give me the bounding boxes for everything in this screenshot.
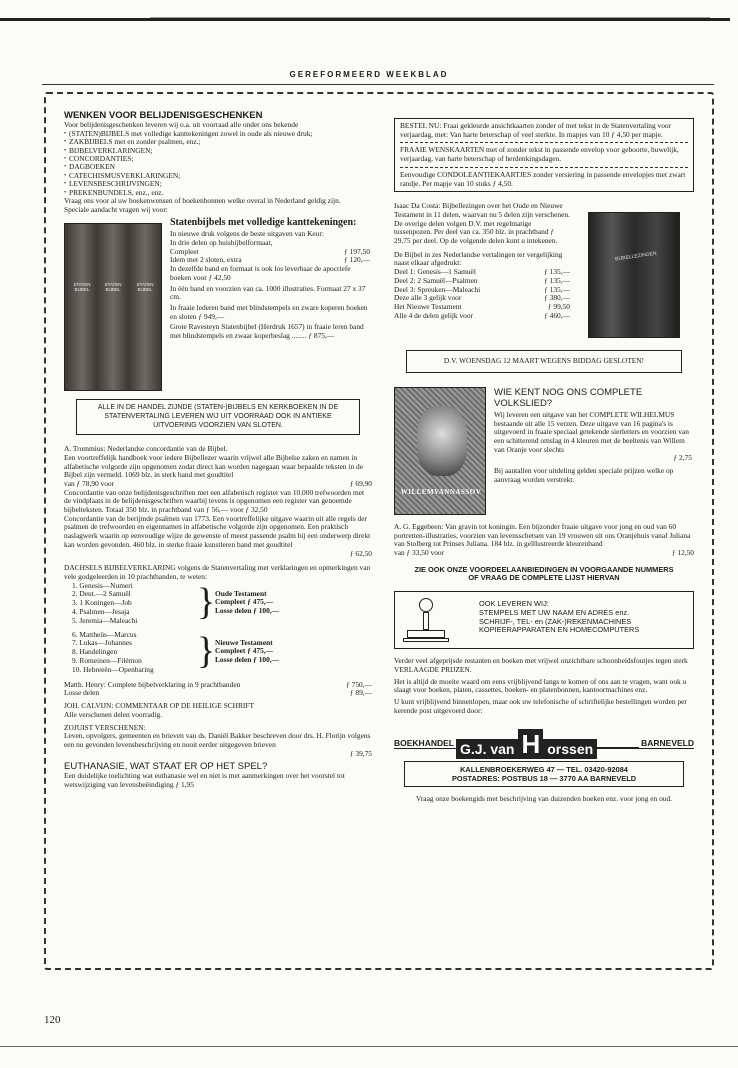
- price-row: Idem met 2 sloten, extra ƒ 120,—: [170, 255, 370, 265]
- list-item: 9. Romeinen—Filémon: [72, 655, 142, 665]
- wenken-special: Speciale aandacht vragen wij voor:: [64, 204, 168, 214]
- shop-postal-address: POSTADRES: POSTBUS 18 — 3770 AA BARNEVELD: [451, 774, 637, 784]
- shop-left: BOEKHANDEL: [394, 738, 454, 749]
- euthanasie-body: Een duidelijke toelichting wat euthanasie wel en niet is met aanmerkingen over het voorstel tot wetswijziging van levensbeëindiging ƒ 1,95: [64, 771, 345, 790]
- list-item: 5. Jeremia—Maleachi: [72, 615, 138, 625]
- list-item: • CATECHISMUSVERKLARINGEN;: [64, 172, 372, 180]
- stempels-title: OOK LEVEREN WIJ:: [479, 599, 549, 609]
- statenbijbels-p3: In dezelfde band en formaat is ook los leverbaar de apocriefe boeken voor ƒ 42,50: [170, 264, 351, 282]
- footer-note: Vraag onze boekengids met beschrijving van duizenden boeken enz. voor jong en oud.: [415, 794, 673, 804]
- dachsels-section: [64, 564, 372, 676]
- left-column: [64, 110, 372, 790]
- price-row: Deel 1: Genesis—1 Samuël ƒ 135,—: [394, 267, 570, 277]
- price-row: Deel 2: 2 Samuël—Psalmen ƒ 135,—: [394, 275, 570, 285]
- trommius-body: Een voortreffelijk handboek voor iedere Bijbellezer waarin vrijwel alle Bijbelse zaken en namen in alfabetische volgorde zijn opgenomen zodat direct kan worden nagegaan waar bepaalde teksten in de Bijbel zijn vermeld. 1069 blz. in sterk band met goudtitel: [64, 452, 363, 480]
- list-item: 1. Genesis—Numeri: [72, 580, 133, 590]
- price-row: Deel 3: Spreuken—Maleachi ƒ 135,—: [394, 284, 570, 294]
- concordantie-section: [64, 489, 372, 559]
- list-item: 8. Handelingen: [72, 647, 118, 657]
- list-item: 2. Deut.—2 Samuël: [72, 589, 131, 599]
- statenbijbels-p1: In nieuwe druk volgens de beste uitgaven van Keur:: [170, 229, 324, 239]
- bestel-box: [394, 118, 694, 192]
- zojuist-title: ZOJUIST VERSCHENEN:: [64, 722, 146, 732]
- portrait-icon: [417, 406, 467, 476]
- price-row: Compleet ƒ 197,50: [170, 246, 370, 256]
- statenbijbel-books-image: [64, 223, 162, 391]
- book-spine-label: STATEN BIJBEL: [73, 282, 91, 293]
- list-item: 7. Lukas—Johannes: [72, 638, 132, 648]
- book-spine-label: STATEN BIJBEL: [104, 282, 122, 293]
- wenken-title: WENKEN VOOR BELIJDENISGESCHENKEN: [64, 110, 263, 121]
- euthanasie-section: [64, 761, 372, 789]
- header-rule: [42, 84, 714, 85]
- closed-notice-box: D.V. WOENSDAG 12 MAART WEGENS BIDDAG GESLOTEN!: [406, 350, 682, 373]
- list-item: 6. Mattheüs—Marcus: [72, 629, 137, 639]
- trommius-section: [64, 445, 372, 489]
- list-item: • CONCORDANTIES;: [64, 155, 372, 163]
- statenbijbels-p2: In drie delen op huisbijbelformaat,: [170, 238, 273, 248]
- euthanasie-title: EUTHANASIE, WAT STAAT ER OP HET SPEL?: [64, 761, 268, 773]
- stempels-line: STEMPELS MET UW NAAM EN ADRES enz.: [479, 607, 630, 617]
- eggebeen-section: [394, 523, 694, 558]
- ot-price: Compleet ƒ 475,—: [215, 597, 274, 607]
- verder-p2: Het is altijd de moeite waard om eens vrijblijvend langs te komen of ons aan te vragen, want ook u slaagt voor boeken, platen, cassettes, boeken- en platenbonnen, kantoormachines enz.: [394, 676, 687, 695]
- ot-label: Oude Testament: [215, 588, 267, 598]
- concordantie-price: ƒ 62,50: [349, 548, 372, 558]
- shop-name: G.J. van H orssen: [456, 727, 597, 759]
- shop-address: KALLENBROEKERWEG 47 — TEL. 03420-92084: [460, 765, 628, 775]
- stempels-box: [394, 591, 694, 649]
- dacosta-body: Isaac Da Costa: Bijbellezingen over het Oude en Nieuwe Testament in 11 delen, waarvan nu 5 delen zijn verschenen. De overige delen volgen D.V. met regelmatige tussenpozen. Per deel van ca. 350 blz. in prachtband ƒ 29,75 per deel. Op de volgende delen kunt u intekenen.: [394, 201, 570, 246]
- zes-title: De Bijbel in zes Nederlandse vertalingen ter vergelijking naast elkaar afgedrukt:: [394, 249, 563, 268]
- shop-logo: [394, 727, 694, 761]
- list-item: 3. 1 Koningen—Job: [72, 598, 132, 608]
- list-item: • BIJBELVERKLARINGEN;: [64, 147, 372, 155]
- list-item: 10. Hebreeën—Openbaring: [72, 664, 154, 674]
- statenbijbels-p6: Grote Ravesteyn Statenbijbel (Herdruk 1657) in fraaie leren band met blindstempels en zwaar koperbeslag ........ ƒ 875,—: [170, 322, 364, 341]
- price-row: Alle 4 de delen gelijk voor ƒ 460,—: [394, 310, 570, 320]
- statenbijbels-p4: In één band en voorzien van ca. 1000 illustraties. Formaat 27 x 37 cm.: [170, 283, 366, 302]
- bestel-p1: BESTEL NU: Fraai gekleurde ansichtkaarten zonder of met tekst in de Statenvertaling voor verjaardag, met: Van harte beterschap of veel sterkte. In mapjes van 10 ƒ 4,50 per mapje.: [400, 121, 672, 139]
- verder-section: [394, 657, 694, 715]
- wilhelmus-title: WIE KENT NOG ONS COMPLETE VOLKSLIED?: [494, 386, 643, 409]
- brace-icon: }: [197, 629, 216, 672]
- dachsels-title: DACHSELS BIJBELVERKLARING volgens de Statenvertaling met verklaringen en opmerkingen van vele godgeleerden in 10 prachtbanden, te weten:: [64, 563, 371, 581]
- top-rule: [0, 18, 730, 21]
- stamp-machine-icon: [401, 596, 455, 644]
- wilhelmus-price: ƒ 2,75: [673, 453, 692, 463]
- trommius-title: A. Trommius: Nederlandse concordantie van de Bijbel.: [64, 444, 228, 454]
- voordeel-notice: ZIE OOK ONZE VOORDEELAANBIEDINGEN IN VOORGAANDE NUMMERS OF VRAAG DE COMPLETE LIJST HIERVAN: [414, 564, 674, 583]
- bottom-rule: [0, 1046, 738, 1047]
- divider: [400, 142, 688, 143]
- wenken-note: Vraag ons voor al uw boekenwensen of boekenbonnen welke overal in Nederland geldig zijn.: [64, 195, 341, 205]
- zojuist-price: ƒ 39,75: [349, 748, 372, 758]
- dachsels-nt: [64, 631, 372, 677]
- statenbijbels-section: [64, 217, 372, 391]
- calvijn-sub: Alle verschenen delen voorradig.: [64, 709, 163, 719]
- nt-price: Losse delen ƒ 100,—: [215, 655, 280, 665]
- price-row: van ƒ 78,90 voor ƒ 69,90: [64, 478, 372, 488]
- list-item: • ZAKBIJBELS met en zonder psalmen, enz.;: [64, 138, 372, 146]
- wenken-intro: Voor belijdenisgeschenken leveren wij o.a. uit voorraad alle onder ons bekende: [64, 120, 299, 129]
- nt-label: Nieuwe Testament: [215, 637, 273, 647]
- calvijn-title: JOH. CALVIJN: COMMENTAAR OP DE HEILIGE SCHRIFT: [64, 701, 254, 711]
- price-row: Losse delen ƒ 89,—: [64, 688, 372, 698]
- list-item: 4. Psalmen—Jesaja: [72, 606, 130, 616]
- running-title: GEREFORMEERD WEEKBLAD: [289, 70, 449, 79]
- henry-section: [64, 681, 372, 698]
- notice-box: ALLE IN DE HANDEL ZIJNDE (STATEN-)BIJBELS EN KERKBOEKEN IN DE STATENVERTALING LEVEREN WIJ UIT VOORRAAD OOK IN ANTIEKE UITVOERING VOORZIEN VAN SLOTEN.: [76, 399, 360, 435]
- wilhelmus-note: Bij aantallen voor uitdeling gelden speciale prijzen welke op aanvraag worden verstrekt.: [494, 466, 674, 484]
- zojuist-section: [64, 724, 372, 759]
- divider: [400, 167, 688, 168]
- list-item: • DAGBOEKEN: [64, 163, 372, 171]
- list-item: • (STATEN)BIJBELS met volledige kanttekeningen zowel in oude als nieuwe druk;: [64, 130, 372, 138]
- list-item: • LEVENSBESCHRIJVINGEN;: [64, 180, 372, 188]
- bestel-p2: FRAAIE WENSKAARTEN met of zonder tekst in passende envelop voor geboorte, huwelijk, verjaardag, van harte beterschap of herdenkingsdagen.: [400, 145, 679, 164]
- stempels-line: SCHRIJF-, TEL- en (ZAK-)REKENMACHINES: [479, 616, 632, 626]
- statenbijbels-title: Statenbijbels met volledige kanttekeningen:: [170, 217, 357, 229]
- nt-price: Compleet ƒ 475,—: [215, 646, 274, 656]
- wilhelmus-body: Wij leveren een uitgave van het COMPLETE WILHELMUS bestaande uit alle 15 verzen. Deze uitgave van 16 pagina's is uitgevoerd in fraaie speciaal getekende sierletters en voorzien van een schitterend omslag in 4 kleuren met de beeltenis van Willem van Oranje voor slechts: [494, 409, 689, 454]
- wilhelmus-section: [394, 387, 694, 515]
- bestel-p3: Eenvoudige CONDOLEANTIEKAARTJES zonder versiering in passende envelopjes met zwart randje. Per mapje van 10 stuks ƒ 4,50.: [400, 169, 686, 188]
- shop-right: BARNEVELD: [641, 738, 694, 749]
- right-column: [394, 118, 694, 804]
- book-cover-label: BIJBELLEZINGEN: [614, 250, 657, 263]
- stamp-lettering: WILLEMVANNASSOV: [400, 487, 482, 496]
- book-spine-label: STATEN BIJBEL: [136, 282, 154, 293]
- price-row: Het Nieuwe Testament ƒ 99,50: [394, 301, 570, 311]
- brace-icon: }: [197, 580, 216, 623]
- eggebeen-body: A. G. Eggebeen: Van gravin tot koningin. Een bijzonder fraaie uitgave voor jong en oud van 60 portretten-illustraties, voorzien van levensschetsen van 19 vrouwen uit ons Oranjehuis vanaf Juliana van Stolberg tot Prinses Juliana. 184 blz. in geïllustreerde kleurenband: [394, 521, 691, 549]
- page-number: 120: [44, 1014, 61, 1026]
- zojuist-body: Leven, opvolgers, gemeenten en brieven van ds. Daniël Bakker beschreven door drs. H. Florijn volgens een nu gevonden levensbeschrijving en nooit eerder uitgegeven brieven: [64, 731, 371, 749]
- bijbellezingen-books-image: [588, 212, 680, 338]
- shop-address-box: [404, 761, 684, 787]
- statenbijbels-p5: In fraaie lederen band met blindstempels en zware koperen hoeken en sloten ƒ 949,—: [170, 302, 368, 321]
- price-row: van ƒ 33,50 voor ƒ 12,50: [394, 548, 694, 558]
- stempels-line: KOPIEERAPPARATEN EN HOMECOMPUTERS: [479, 625, 640, 635]
- verder-p1: Verder veel afgeprijsde restanten en boeken met vrijwel onzichtbare schoonheidsfoutjes tegen sterk VERLAAGDE PRIJZEN.: [394, 656, 688, 674]
- verder-p3: U kunt vrijblijvend binnenlopen, maar ook uw telefonische of schriftelijke bestellingen worden per kerende post uitgevoerd door:: [394, 696, 687, 715]
- dachsels-ot: [64, 582, 372, 628]
- wenken-list: [64, 130, 372, 197]
- calvijn-section: [64, 702, 372, 719]
- price-row: Matth. Henry: Complete bijbelverklaring in 9 prachtbanden ƒ 750,—: [64, 679, 372, 689]
- price-row: Deze alle 3 gelijk voor ƒ 380,—: [394, 293, 570, 303]
- ot-price: Losse delen ƒ 100,—: [215, 606, 280, 616]
- wilhelmus-cover-image: [394, 387, 486, 515]
- dacosta-section: [394, 202, 694, 338]
- concordantie-body2: Concordantie van de berijmde psalmen van 1773. Een voortreffelijke uitgave waarin uit alle regels der psalmen de trefwoorden en eigennamen in alfabetische volgorde zijn opgenomen. Een praktisch naslagwerk waarin op eenvoudige wijze de gewenste of meest passende psalm bij een onderwerp direkt kan worden gevonden. 460 blz. in sterke fraaie kunstleren band met goudtitel: [64, 513, 371, 549]
- concordantie-body: Concordantie van onze belijdenisgeschriften met een alfabetisch register van 10.000 trefwoorden met de vindplaats in de belijdenisgeschriften waarbij tevens is opgenomen een register van genoemde bijbelteksten. Totaal 350 blz. in prachtband van ƒ 56,— voor ƒ 32,50: [64, 487, 365, 515]
- list-item: • PREKENBUNDELS, enz., enz.: [64, 189, 372, 197]
